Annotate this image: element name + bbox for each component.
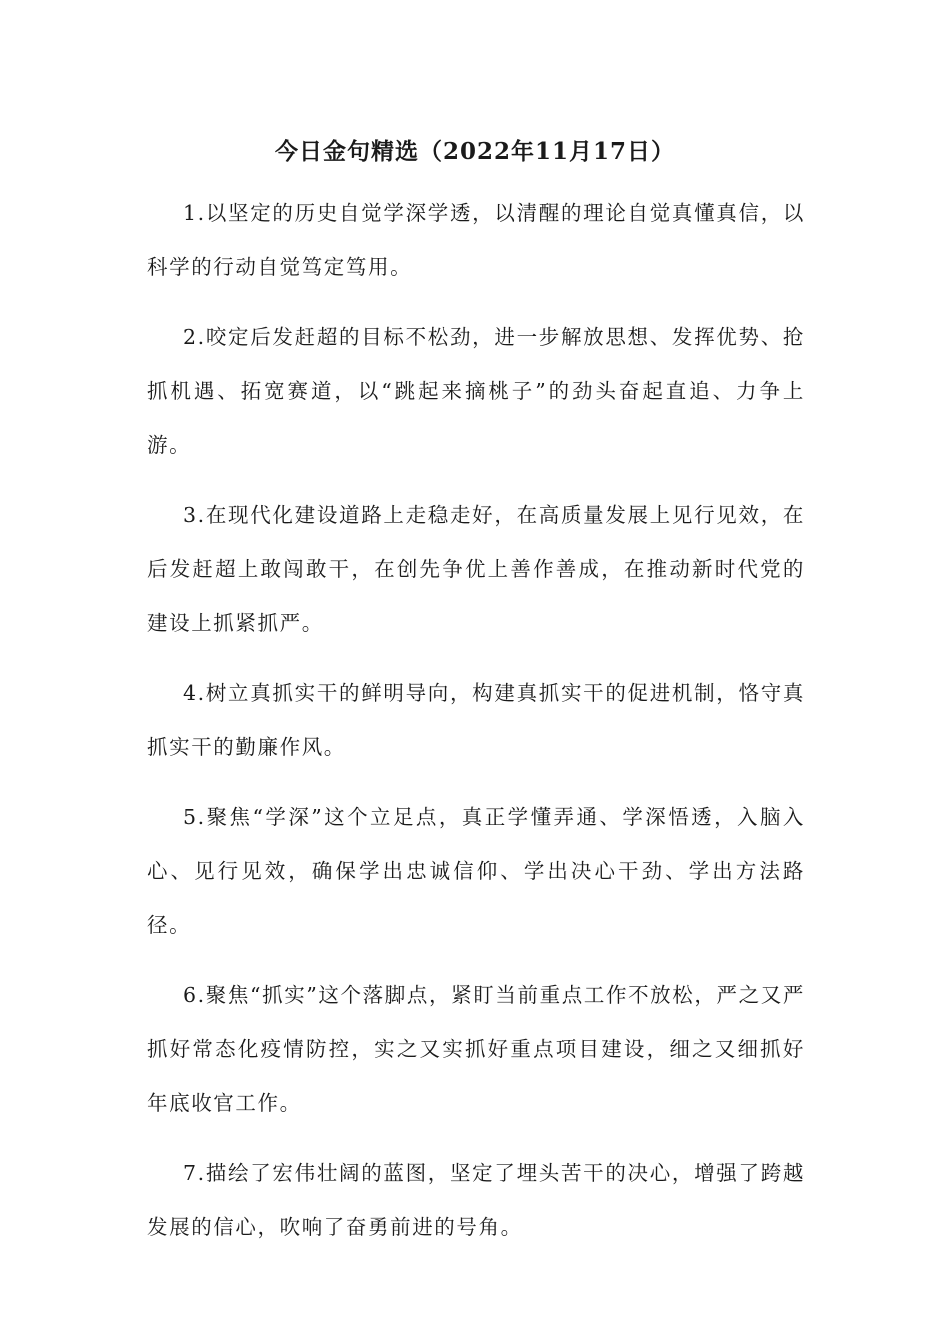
quote-paragraph-1: 1.以坚定的历史自觉学深学透，以清醒的理论自觉真懂真信，以科学的行动自觉笃定笃用。 xyxy=(147,201,805,279)
quote-paragraph-5: 5.聚焦“学深”这个立足点，真正学懂弄通、学深悟透，入脑入心、见行见效，确保学出忠诚信仰、学出决心干劲、学出方法路径。 xyxy=(147,805,805,937)
quote-paragraph-6: 6.聚焦“抓实”这个落脚点，紧盯当前重点工作不放松，严之又严抓好常态化疫情防控，实之又实抓好重点项目建设，细之又细抓好年底收官工作。 xyxy=(147,983,805,1115)
document-title: 今日金句精选（2022年11月17日） xyxy=(274,138,676,165)
quote-paragraph-2: 2.咬定后发赶超的目标不松劲，进一步解放思想、发挥优势、抢抓机遇、拓宽赛道，以“跳起来摘桃子”的劲头奋起直追、力争上游。 xyxy=(147,325,805,457)
quote-paragraph-3: 3.在现代化建设道路上走稳走好，在高质量发展上见行见效，在后发赶超上敢闯敢干，在创先争优上善作善成，在推动新时代党的建设上抓紧抓严。 xyxy=(147,503,805,635)
document-body xyxy=(147,186,805,1270)
quote-paragraph-4: 4.树立真抓实干的鲜明导向，构建真抓实干的促进机制，恪守真抓实干的勤廉作风。 xyxy=(147,681,805,759)
quote-paragraph-7: 7.描绘了宏伟壮阔的蓝图，坚定了埋头苦干的决心，增强了跨越发展的信心，吹响了奋勇前进的号角。 xyxy=(147,1161,805,1239)
